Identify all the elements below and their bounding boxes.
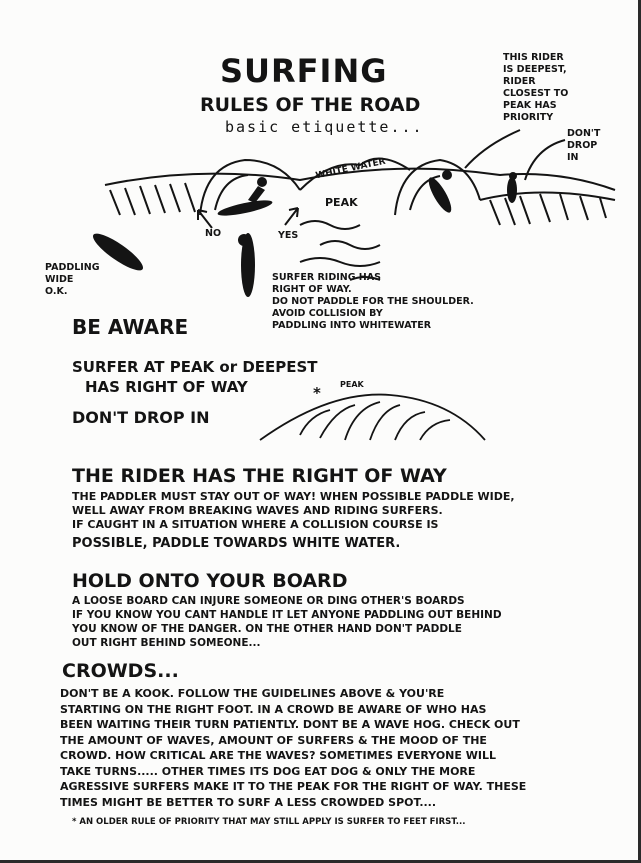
riding-right-of-way-note: SURFER RIDING HAS RIGHT OF WAY. DO NOT PADDLE FOR THE SHOULDER. AVOID COLLISION BY PADDLING INTO WHITEWATER: [272, 272, 474, 331]
wave-hatch-right: [490, 194, 606, 225]
page-subtitle: RULES OF THE ROAD: [200, 94, 421, 116]
peak-deepest-line: SURFER AT PEAK or DEEPEST: [72, 358, 318, 376]
whitewater-label: WHITE WATER: [314, 156, 387, 182]
page-subsubtitle: basic etiquette...: [225, 118, 424, 136]
peak-label: PEAK: [325, 196, 358, 209]
dont-drop-in-line: DON'T DROP IN: [72, 408, 210, 427]
crowds-footnote: * AN OLDER RULE OF PRIORITY THAT MAY STILL APPLY IS SURFER TO FEET FIRST...: [72, 817, 466, 827]
rider-heading: THE RIDER HAS THE RIGHT OF WAY: [72, 465, 447, 487]
no-arrow: [198, 210, 212, 228]
shoulder-surfer-figure: [507, 172, 517, 203]
asterisk-mark: *: [313, 384, 321, 402]
yes-label: YES: [278, 230, 299, 241]
paddler-center-figure: [238, 233, 255, 297]
crowds-heading: CROWDS...: [62, 660, 179, 682]
wave-hatch-left: [110, 183, 195, 215]
no-label: NO: [205, 228, 222, 239]
paddling-wide-note: PADDLING WIDE O.K.: [45, 262, 100, 297]
left-surfer-figure: [217, 177, 274, 219]
dont-drop-in-note: DON'T DROP IN: [567, 128, 601, 163]
rider-body-text: THE PADDLER MUST STAY OUT OF WAY! WHEN POSSIBLE PADDLE WIDE, WELL AWAY FROM BREAKING WAVES AND RIDING SURFERS. IF CAUGHT IN A SITUATION WHERE A COLLISION COURSE IS: [72, 490, 515, 531]
page-title: SURFING: [220, 52, 388, 90]
be-aware-heading: BE AWARE: [72, 315, 189, 339]
rider-last-line: POSSIBLE, PADDLE TOWARDS WHITE WATER.: [72, 536, 401, 551]
board-body-text: A LOOSE BOARD CAN INJURE SOMEONE OR DING OTHER'S BOARDS IF YOU KNOW YOU CANT HANDLE IT LET ANYONE PADDLING OUT BEHIND YOU KNOW OF THE DANGER. ON THE OTHER HAND DON'T PADDLE OUT RIGHT BEHIND SOMEONE...: [72, 595, 502, 649]
peak-wave-sketch: [0, 380, 641, 460]
crowds-body-text: DON'T BE A KOOK. FOLLOW THE GUIDELINES ABOVE & YOU'RE STARTING ON THE RIGHT FOOT. IN A CROWD BE AWARE OF WHO HAS BEEN WAITING THEIR TURN PATIENTLY. DONT BE A WAVE HOG. CHECK OUT THE AMOUNT OF WAVES, AMOUNT OF SURFERS & THE MOOD OF THE CROWD. HOW CRITICAL ARE THE WAVES? SOMETIMES EVERYONE WILL TAKE TURNS..... OTHER TIMES ITS DOG EAT DOG & ONLY THE MORE AGRESSIVE SURFERS MAKE IT TO THE PEAK FOR THE RIGHT OF WAY. THESE TIMES MIGHT BE BETTER TO SURF A LESS CROWDED SPOT....: [60, 687, 527, 809]
note-pointer-line: [465, 130, 520, 168]
shoulder-wave: [480, 193, 615, 201]
yes-arrow: [285, 208, 298, 225]
peak-small-label: PEAK: [340, 380, 364, 389]
board-heading: HOLD ONTO YOUR BOARD: [72, 570, 348, 592]
right-of-way-line: HAS RIGHT OF WAY: [85, 378, 248, 396]
deepest-rider-note: THIS RIDER IS DEEPEST, RIDER CLOSEST TO PEAK HAS PRIORITY: [503, 52, 569, 123]
